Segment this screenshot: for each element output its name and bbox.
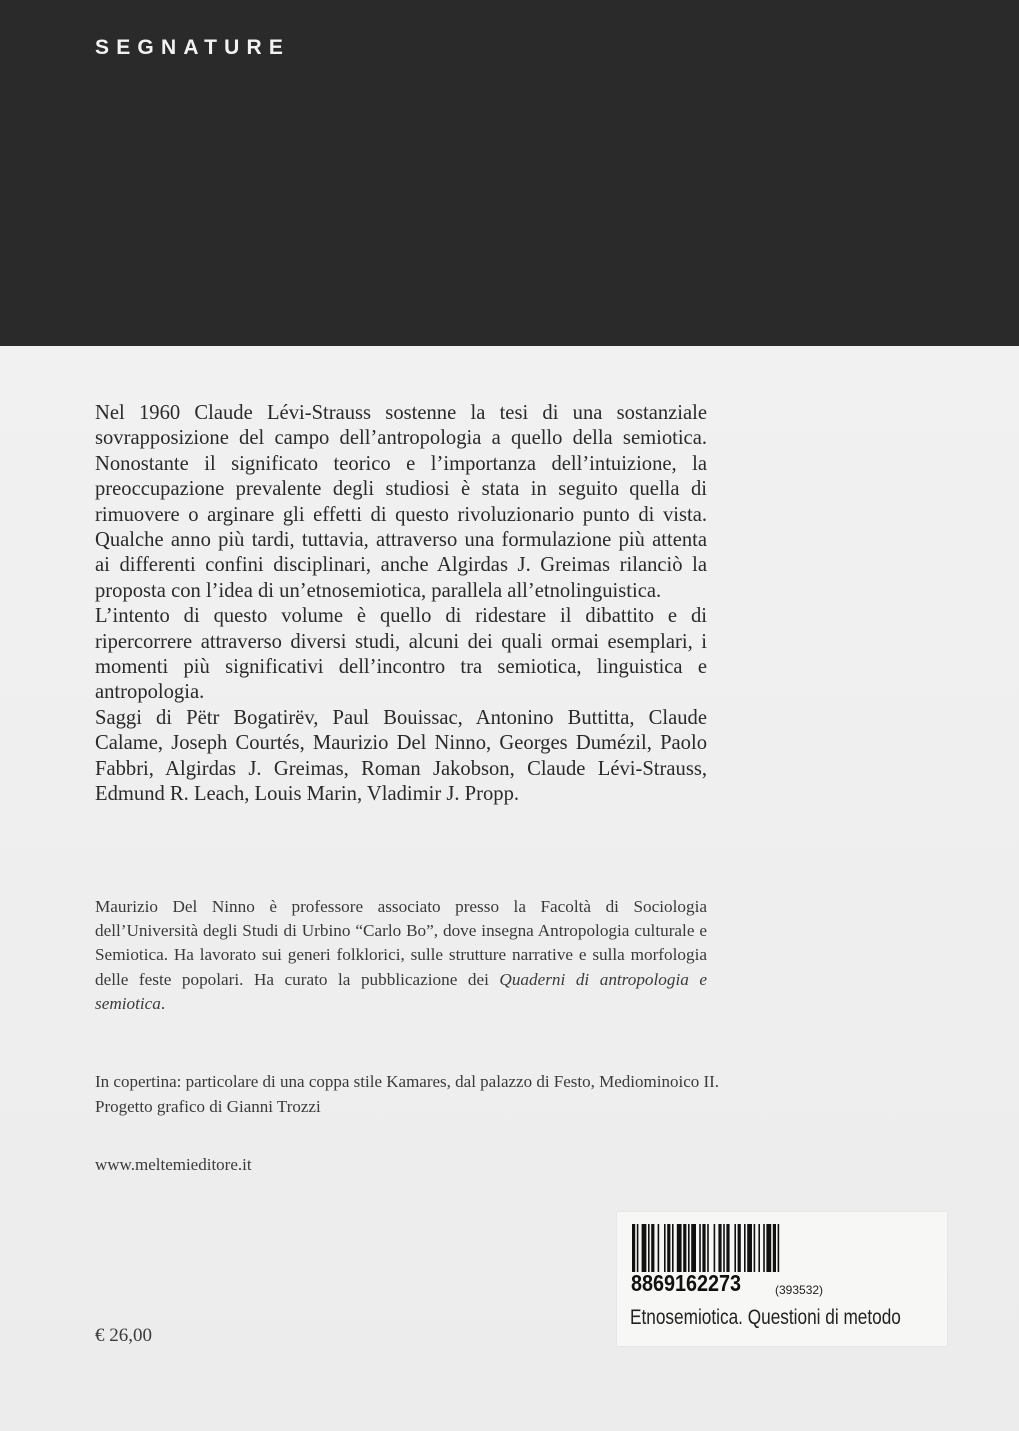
back-cover-blurb: [95, 401, 707, 808]
barcode-bar: [642, 1224, 647, 1272]
barcode-bar: [754, 1224, 756, 1272]
barcode-bar: [714, 1224, 716, 1272]
barcode-bar: [683, 1224, 686, 1272]
isbn-number: 8869162273: [631, 1270, 742, 1296]
author-bio: [95, 895, 707, 1016]
barcode-bar: [707, 1224, 709, 1272]
credits: [95, 1070, 735, 1119]
barcode-bar: [723, 1224, 725, 1272]
barcode-bar: [664, 1224, 666, 1272]
barcode-bar: [688, 1224, 690, 1272]
barcode-bar: [758, 1224, 760, 1272]
barcode-bar: [763, 1224, 765, 1272]
publisher-website: www.meltemieditore.it: [95, 1155, 252, 1174]
barcode-icon: [632, 1224, 860, 1272]
barcode-bar: [702, 1224, 705, 1272]
barcode-bar: [778, 1224, 780, 1272]
barcode-bar: [699, 1224, 701, 1272]
barcode-bar: [744, 1224, 746, 1272]
inventory-code: (393532): [775, 1283, 824, 1297]
barcode-bar: [672, 1224, 674, 1272]
barcode-bar: [648, 1224, 650, 1272]
cover-top-band: [0, 0, 1019, 346]
barcode-bar: [726, 1224, 729, 1272]
cover-note: In copertina: particolare di una coppa stile Kamares, dal palazzo di Festo, Mediominoico II.: [95, 1072, 720, 1091]
barcode-bar: [738, 1224, 741, 1272]
barcode-bar: [766, 1224, 771, 1272]
barcode-bar: [637, 1224, 639, 1272]
blurb-paragraph: L’intento di questo volume è quello di ridestare il dibattito e di ripercorrere attraverso diversi studi, alcuni dei quali ormai esemplari, i momenti più significativi dell’incontro tra semiotica, linguistica e antropologia.: [95, 605, 707, 704]
author-bio-publication-title: Quaderni di antropologia e semiotica: [95, 969, 707, 1013]
barcode-bar: [632, 1224, 635, 1272]
book-title-label: Etnosemiotica. Questioni di metodo: [630, 1306, 901, 1329]
author-bio-text: Maurizio Del Ninno è professore associato presso la Facoltà di Sociologia dell’Università degli Studi di Urbino “Carlo Bo”, dove insegna Antropologia culturale e Semiotica. Ha lavorato sui generi folklorici, sulle strutture narrative e sulla morfologia delle feste popolari. Ha curato la pubblicazione dei: [95, 897, 707, 989]
barcode-bar: [667, 1224, 670, 1272]
barcode-bar: [773, 1224, 776, 1272]
barcode-bar: [658, 1224, 660, 1272]
barcode-bar: [718, 1224, 721, 1272]
author-bio-end: .: [160, 993, 166, 1013]
barcode-sticker: [617, 1212, 947, 1346]
barcode-bar: [734, 1224, 736, 1272]
blurb-paragraph: Saggi di Pëtr Bogatirëv, Paul Bouissac, Antonino Buttitta, Claude Calame, Joseph Courtés, Maurizio Del Ninno, Georges Dumézil, Paolo Fabbri, Algirdas J. Greimas, Roman Jakobson, Claude Lévi-Strauss, Edmund R. Leach, Louis Marin, Vladimir J. Propp.: [95, 706, 707, 806]
barcode-bar: [747, 1224, 752, 1272]
design-credit: Progetto grafico di Gianni Trozzi: [95, 1096, 321, 1116]
barcode-bar: [677, 1224, 682, 1272]
series-name: SEGNATURE: [95, 36, 291, 59]
price: € 26,00: [95, 1325, 152, 1346]
blurb-paragraph: Nel 1960 Claude Lévi-Strauss sostenne la tesi di una sostanziale sovrapposizione del campo dell’antropologia a quello della semiotica. Nonostante il significato teorico e l’importanza dell’intuizione, la preoccupazione prevalente degli studiosi è stata in seguito quella di rimuovere o arginare gli effetti di questo rivoluzionario punto di vista. Qualche anno più tardi, tuttavia, attraverso una formulazione più attenta ai differenti confini disciplinari, anche Algirdas J. Greimas rilanciò la proposta con l’idea di un’etnosemiotica, parallela all’etnolinguistica.: [95, 402, 707, 602]
barcode-bar: [651, 1224, 654, 1272]
barcode-bar: [691, 1224, 696, 1272]
